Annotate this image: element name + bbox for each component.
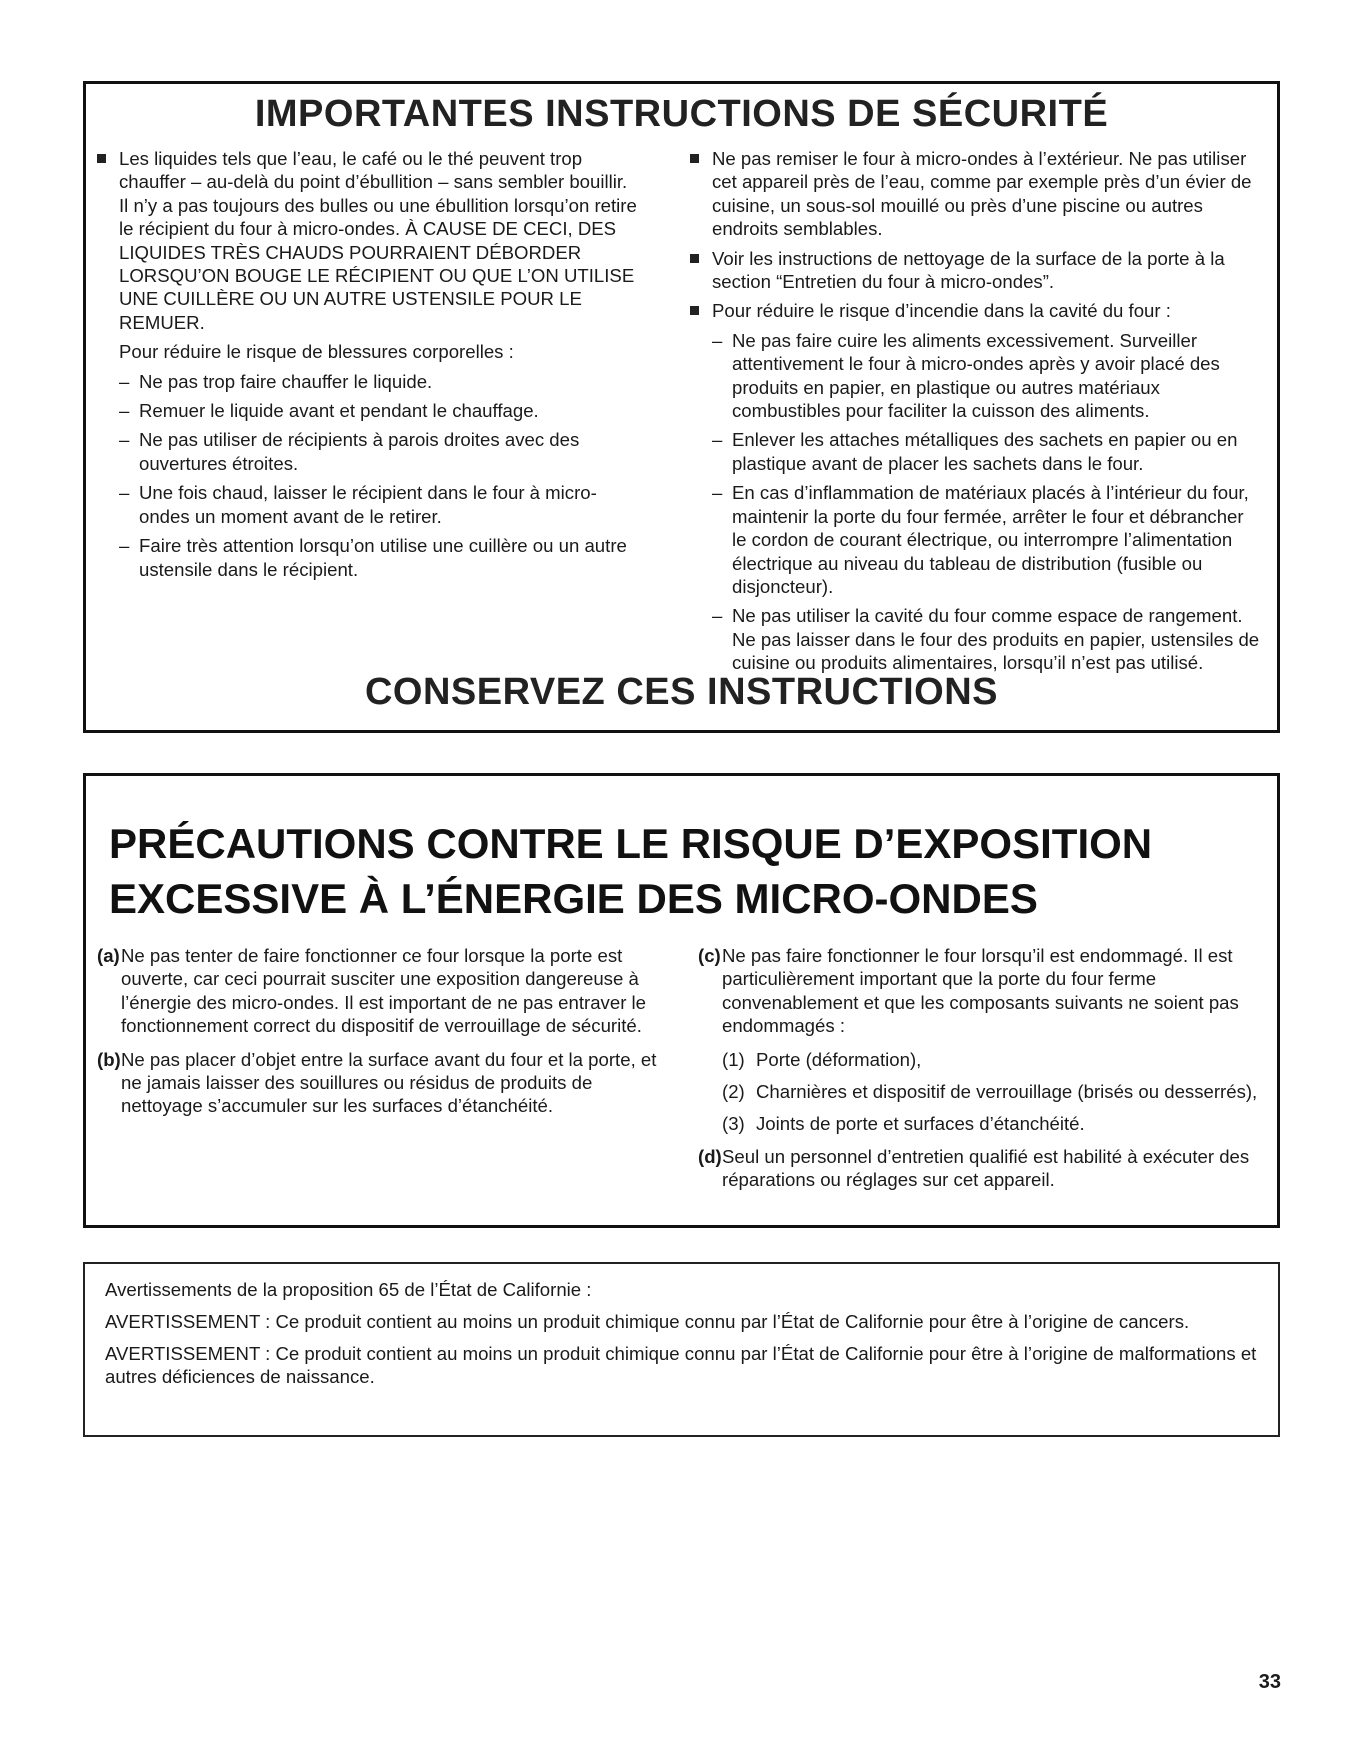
save-instructions-footer: CONSERVEZ CES INSTRUCTIONS — [364, 671, 999, 713]
precautions-right-column — [698, 944, 1264, 1202]
square-bullet-icon — [690, 154, 699, 163]
list-item: – Ne pas faire cuire les aliments excessivement. Surveiller attentivement le four à micro-ondes après y avoir placé des produits en papier, en plastique ou autres matériaux combustibles pour faciliter la cuisson des aliments. — [712, 329, 1220, 422]
precautions-title-line2: EXCESSIVE À L’ÉNERGIE DES MICRO-ONDES — [109, 875, 1038, 922]
list-item: Voir les instructions de nettoyage de la surface de la porte à la section “Entretien du four à micro-ondes”. — [690, 247, 1262, 294]
precaution-b: (b) Ne pas placer d’objet entre la surface avant du four et la porte, et ne jamais laisser des souillures ou résidus de produits de nettoyage s’accumuler sur les surfaces d’étanchéité. — [97, 1048, 657, 1117]
precaution-c: (c) Ne pas faire fonctionner le four lorsqu’il est endommagé. Il est particulièrement important que la porte du four ferme convenablement et que les composants suivants ne soient pas endommagés : — [698, 945, 1239, 1037]
list-item: – Une fois chaud, laisser le récipient dans le four à micro-ondes un moment avant de le retirer. — [119, 482, 597, 527]
precaution-d: (d) Seul un personnel d’entretien qualifié est habilité à exécuter des réparations ou réglages sur cet appareil. — [698, 1145, 1250, 1191]
list-item: – En cas d’inflammation de matériaux placés à l’intérieur du four, maintenir la porte du four fermée, arrêter le four et débrancher le cordon de courant électrique, ou interrompre l’alimentation électrique au niveau du tableau de distribution (fusible ou disjoncteur). — [712, 482, 1249, 597]
square-bullet-icon — [97, 154, 106, 163]
list-item: – Faire très attention lorsqu’on utilise une cuillère ou un autre ustensile dans le récipient. — [119, 535, 627, 580]
square-bullet-icon — [690, 306, 699, 315]
list-item: (3) Joints de porte et surfaces d’étanchéité. — [722, 1113, 1085, 1135]
safety-left-column — [97, 147, 637, 587]
precautions-title-line1: PRÉCAUTIONS CONTRE LE RISQUE D’EXPOSITION — [109, 820, 1153, 867]
prop65-heading: Avertissements de la proposition 65 de l’État de Californie : — [105, 1279, 592, 1300]
prop65-warning-cancer: AVERTISSEMENT : Ce produit contient au moins un produit chimique connu par l’État de Californie pour être à l’origine de cancers. — [105, 1311, 1190, 1332]
list-item: – Enlever les attaches métalliques des sachets en papier ou en plastique avant de placer les sachets dans le four. — [712, 429, 1238, 474]
list-item: – Ne pas trop faire chauffer le liquide. — [119, 370, 433, 392]
injury-intro: Pour réduire le risque de blessures corporelles : — [119, 341, 514, 363]
list-item: Les liquides tels que l’eau, le café ou le thé peuvent trop chauffer – au-delà du point d’ébullition – sans sembler bouillir. Il n’y a pas toujours des bulles ou une ébullition lorsqu’on retire le récipient du four à micro-ondes. À CAUSE DE CECI, DES LIQUIDES TRÈS CHAUDS POURRAIENT DÉBORDER LORSQU’ON BOUGE LE RÉCIPIENT OU QUE L’ON UTILISE UNE CUILLÈRE OU UN AUTRE USTENSILE POUR LE REMUER. — [97, 147, 637, 334]
list-item: – Ne pas utiliser de récipients à parois droites avec des ouvertures étroites. — [119, 429, 580, 474]
list-item: (2) Charnières et dispositif de verrouillage (brisés ou desserrés), — [722, 1081, 1258, 1103]
list-item: – Ne pas utiliser la cavité du four comme espace de rangement. Ne pas laisser dans le four des produits en papier, ustensiles de cuisine ou produits alimentaires, lorsqu’il n’est pas utilisé. — [712, 605, 1260, 674]
list-item: Ne pas remiser le four à micro-ondes à l’extérieur. Ne pas utiliser cet appareil près de l’eau, comme par exemple près d’un évier de cuisine, un sous-sol mouillé ou près d’une piscine ou autres endroits semblables. — [690, 147, 1262, 241]
prop65-box — [83, 1262, 1280, 1437]
safety-instructions-box — [83, 81, 1280, 733]
page-number: 33 — [1258, 1671, 1281, 1693]
safety-title: IMPORTANTES INSTRUCTIONS DE SÉCURITÉ — [254, 93, 1109, 135]
precaution-a: (a) Ne pas tenter de faire fonctionner ce four lorsque la porte est ouverte, car ceci pourrait susciter une exposition dangereuse à l’énergie des micro-ondes. Il est important de ne pas entraver le fonctionnement correct du dispositif de verrouillage de sécurité. — [97, 945, 647, 1037]
prop65-warning-birth-defects: AVERTISSEMENT : Ce produit contient au moins un produit chimique connu par l’État de Californie pour être à l’origine de malformations et autres déficiences de naissance. — [105, 1343, 1257, 1387]
precautions-left-column — [97, 944, 657, 1128]
prop65-text — [105, 1278, 1258, 1397]
square-bullet-icon — [690, 254, 699, 263]
list-item: (1) Porte (déformation), — [722, 1048, 922, 1070]
precautions-box — [83, 773, 1280, 1228]
list-item: – Remuer le liquide avant et pendant le chauffage. — [119, 400, 539, 422]
list-item: Pour réduire le risque d’incendie dans la cavité du four : — [690, 299, 1262, 322]
safety-right-column — [690, 147, 1262, 681]
